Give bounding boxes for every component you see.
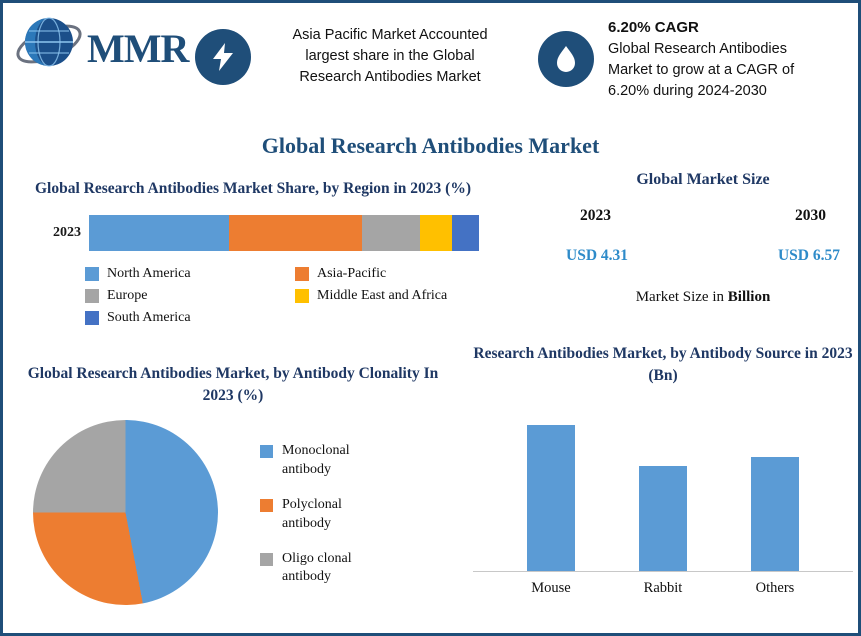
globe-icon — [15, 11, 87, 81]
region-chart-title: Global Research Antibodies Market Share, by Region in 2023 (%) — [34, 180, 472, 197]
market-size-values — [558, 247, 848, 265]
legend-swatch-icon — [260, 553, 273, 566]
market-size-unit — [558, 289, 848, 306]
header — [3, 3, 858, 115]
region-stacked-bar — [89, 215, 479, 251]
column-chart-axis-labels — [473, 580, 853, 597]
page-title: Global Research Antibodies Market — [261, 133, 600, 158]
market-size-value-end: USD 6.57 — [777, 247, 840, 264]
region-segment-0 — [89, 215, 229, 251]
market-size-year-start: 2023 — [580, 207, 611, 224]
column-bar — [639, 466, 687, 571]
badge2-line2: Market to grow at a CAGR of — [608, 61, 795, 78]
badge1-line1: Asia Pacific Market Accounted — [292, 27, 488, 43]
region-legend-label: Middle East and Africa — [317, 288, 448, 304]
market-size-unit-value: Billion — [727, 289, 771, 305]
pie-graphic — [33, 420, 218, 605]
region-legend-label: North America — [107, 266, 191, 282]
pie-legend-label: Monoclonal antibody — [282, 442, 350, 477]
badge2-highlight: 6.20% CAGR — [608, 19, 699, 36]
column-bar — [751, 457, 799, 570]
region-segment-3 — [420, 215, 451, 251]
market-size-value-start: USD 4.31 — [566, 247, 629, 264]
region-legend-item — [295, 266, 505, 282]
pie-legend-item — [260, 550, 392, 588]
market-size-year-end: 2030 — [795, 207, 826, 224]
column-category-label: Mouse — [531, 579, 571, 596]
column-chart-plot — [473, 402, 853, 572]
region-legend-item — [85, 288, 295, 304]
legend-swatch-icon — [295, 289, 309, 303]
pie-legend-label: Polyclonal antibody — [282, 496, 342, 531]
badge2-line1: Global Research Antibodies — [608, 40, 787, 57]
legend-swatch-icon — [85, 289, 99, 303]
market-size-unit-prefix: Market Size in — [635, 289, 728, 305]
badge1-line3: Research Antibodies Market — [299, 69, 481, 86]
brand-logo — [15, 11, 190, 81]
region-legend-label: Europe — [107, 288, 148, 304]
header-badge-cagr — [538, 17, 858, 102]
header-badge-asia-pacific-text — [265, 25, 515, 88]
region-share-chart — [23, 178, 503, 332]
pie-legend — [260, 442, 392, 603]
region-legend-item — [85, 310, 295, 326]
brand-name: MMR — [87, 26, 189, 71]
legend-swatch-icon — [260, 445, 273, 458]
region-category-label: 2023 — [53, 225, 81, 241]
legend-swatch-icon — [260, 499, 273, 512]
pie-legend-label: Oligo clonal antibody — [282, 550, 352, 585]
market-size-block — [558, 171, 848, 306]
legend-swatch-icon — [85, 311, 99, 325]
legend-swatch-icon — [295, 267, 309, 281]
region-legend-item — [295, 288, 505, 304]
region-legend-label: Asia-Pacific — [317, 266, 387, 282]
region-segment-1 — [229, 215, 362, 251]
flame-drop-icon — [538, 31, 594, 87]
pie-legend-item — [260, 442, 392, 480]
clonality-pie-chart — [13, 363, 473, 605]
badge2-line3: 6.20% during 2024-2030 — [608, 82, 767, 99]
column-category-label: Others — [755, 579, 795, 596]
region-segment-2 — [362, 215, 421, 251]
column-bar — [527, 425, 575, 570]
antibody-source-bar-chart — [473, 343, 853, 597]
region-chart-plot — [23, 210, 503, 256]
region-legend-item — [85, 266, 295, 282]
column-category-label: Rabbit — [643, 579, 683, 596]
market-size-title: Global Market Size — [636, 171, 770, 188]
pie-chart-title: Global Research Antibodies Market, by Antibody Clonality In 2023 (%) — [27, 365, 439, 405]
market-size-years — [558, 207, 848, 225]
region-legend — [85, 266, 505, 332]
pie-legend-item — [260, 496, 392, 534]
pie-chart-body — [13, 420, 473, 605]
lightning-bolt-icon — [195, 29, 251, 85]
header-badge-asia-pacific — [195, 25, 525, 88]
header-badge-cagr-text — [608, 17, 794, 102]
badge1-line2: largest share in the Global — [305, 48, 475, 65]
legend-swatch-icon — [85, 267, 99, 281]
region-segment-4 — [452, 215, 479, 251]
column-chart-title: Research Antibodies Market, by Antibody Source in 2023 (Bn) — [473, 345, 853, 385]
region-legend-label: South America — [107, 310, 191, 326]
